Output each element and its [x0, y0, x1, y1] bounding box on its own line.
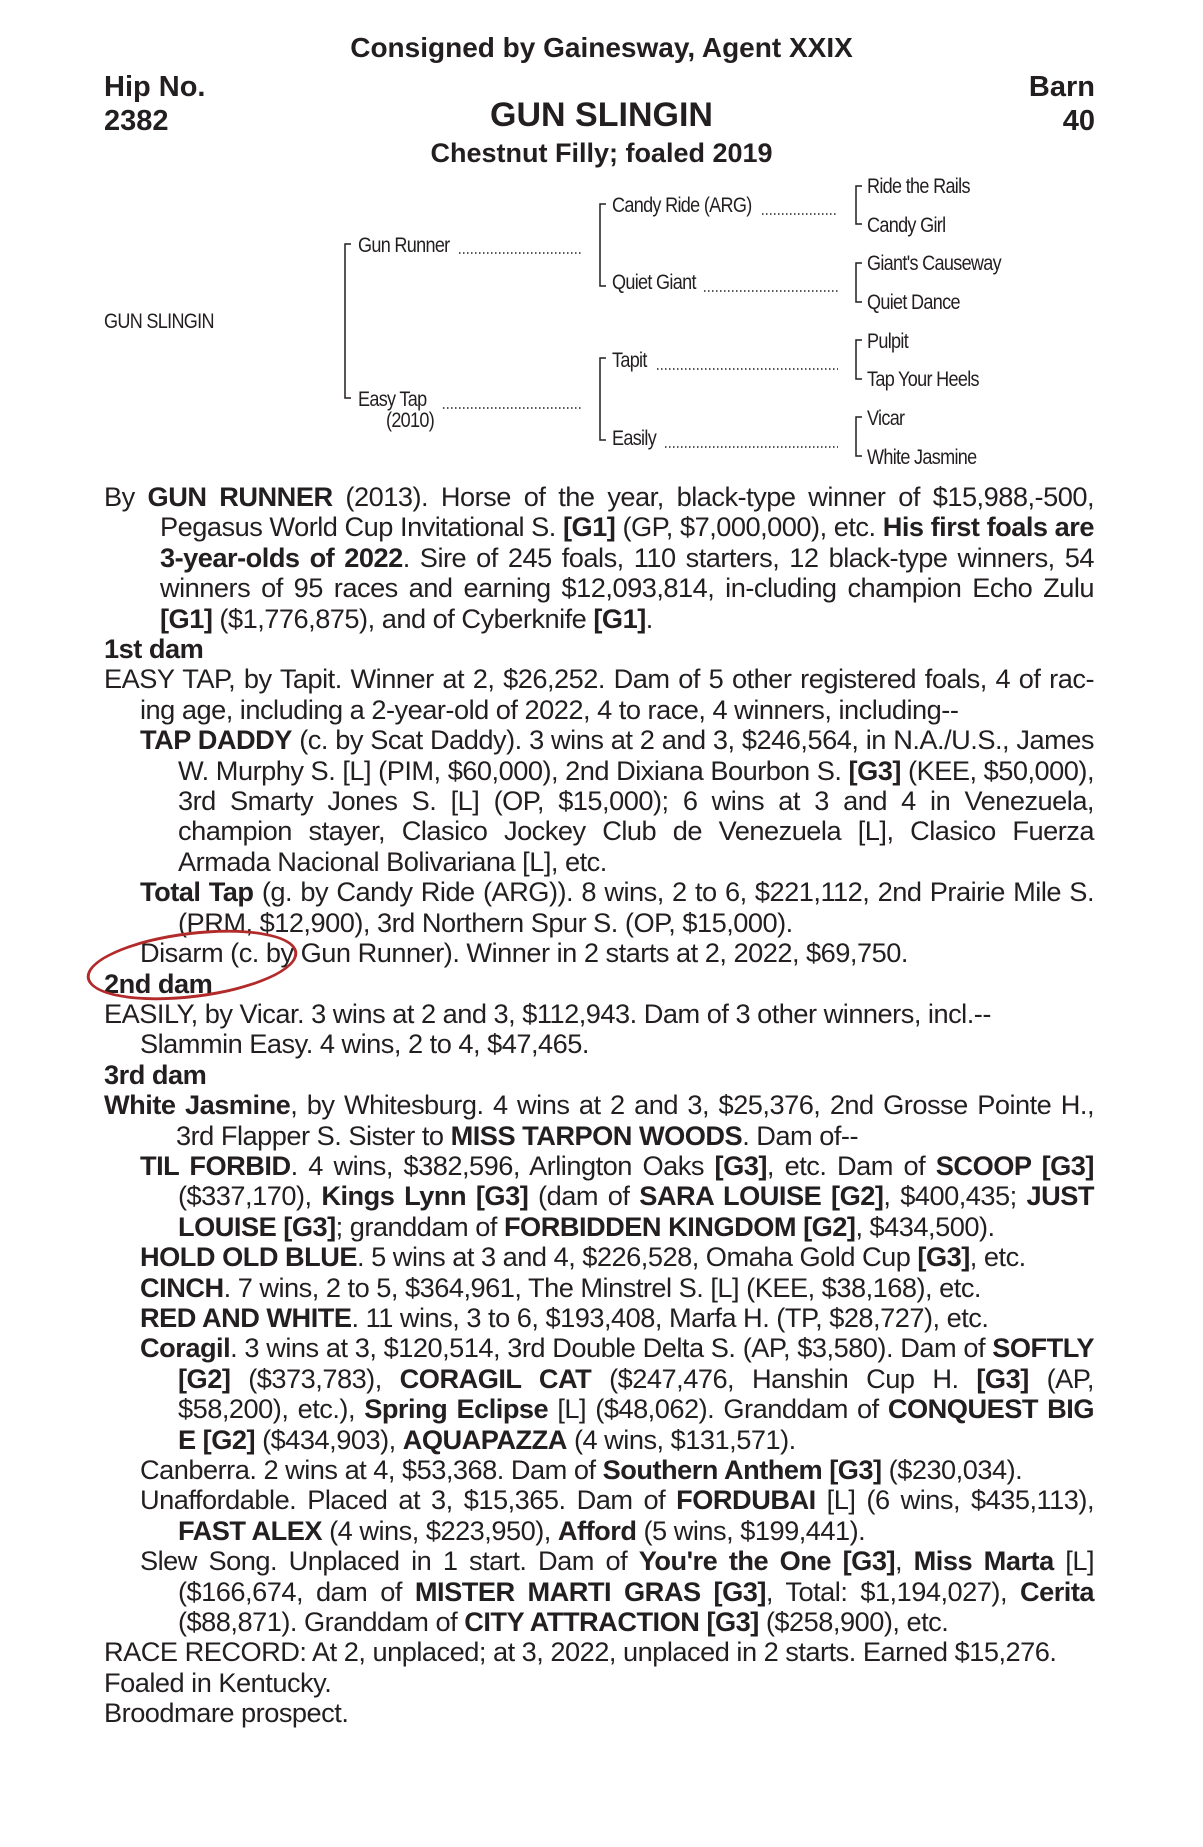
- foaled-in: Foaled in Kentucky.: [104, 1666, 332, 1698]
- pedigree-dam-dam: Easily: [612, 427, 657, 450]
- pedigree-dam-sire: Tapit: [612, 349, 647, 372]
- second-dam-heading: 2nd dam: [104, 967, 213, 999]
- pedigree-dam: Easy Tap: [358, 388, 427, 411]
- pedigree-g2: Candy Girl: [867, 214, 946, 237]
- produce-til-forbid: TIL FORBID. 4 wins, $382,596, Arlington Oaks [G3], etc. Dam of SCOOP [G3] ($337,170), Kings Lynn [G3] (dam of SARA LOUISE [G2], $400,435; JUST LOUISE [G3]; granddam of FORBIDDEN KINGDOM [G2], $434,500).: [140, 1149, 1094, 1242]
- horse-description: Chestnut Filly; foaled 2019: [430, 138, 773, 168]
- pedigree-g4: Quiet Dance: [867, 291, 960, 314]
- horse-name: GUN SLINGIN: [490, 96, 713, 134]
- sire-paragraph: By GUN RUNNER (2013). Horse of the year, black-type winner of $15,988,-500, Pegasus World Cup Invitational S. [G1] (GP, $7,000,000), etc. His first foals are 3-year-olds of 2022. Sire of 245 foals, 110 starters, 12 black-type winners, 54 winners of 95 races and earning $12,093,814, in-cluding champion Echo Zulu [G1] ($1,776,875), and of Cyberknife [G1].: [104, 481, 1094, 634]
- pedigree-sire: Gun Runner: [358, 234, 450, 257]
- pedigree-g6: Tap Your Heels: [867, 368, 979, 391]
- produce-cinch: CINCH. 7 wins, 2 to 5, $364,961, The Minstrel S. [L] (KEE, $38,168), etc.: [140, 1271, 981, 1303]
- pedigree-g7: Vicar: [867, 407, 905, 430]
- second-dam-text: EASILY, by Vicar. 3 wins at 2 and 3, $112,943. Dam of 3 other winners, incl.--: [104, 997, 991, 1029]
- hip-number: 2382: [104, 105, 169, 137]
- produce-hold-old-blue: HOLD OLD BLUE. 5 wins at 3 and 4, $226,528, Omaha Gold Cup [G3], etc.: [140, 1241, 1026, 1273]
- produce-tap-daddy: TAP DADDY (c. by Scat Daddy). 3 wins at 2 and 3, $246,564, in N.A./U.S., James W. Murphy S. [L] (PIM, $60,000), 2nd Dixiana Bourbon S. [G3] (KEE, $50,000), 3rd Smarty Jones S. [L] (OP, $15,000); 6 wins at 3 and 4 in Venezuela, champion stayer, Clasico Jockey Club de Venezuela [L], Clasico Fuerza Armada Nacional Bolivariana [L], etc.: [140, 724, 1094, 877]
- consignor-line: Consigned by Gainesway, Agent XXIX: [350, 32, 853, 63]
- barn-number: 40: [1062, 105, 1095, 137]
- third-dam-heading: 3rd dam: [104, 1058, 207, 1090]
- pedigree-g3: Giant's Causeway: [867, 252, 1001, 275]
- pedigree-sire-sire: Candy Ride (ARG): [612, 194, 752, 217]
- pedigree-dam-year: (2010): [386, 409, 435, 432]
- produce-canberra: Canberra. 2 wins at 4, $53,368. Dam of Southern Anthem [G3] ($230,034).: [140, 1454, 1023, 1485]
- third-dam-produce: [140, 1151, 1094, 1638]
- produce-slammin-easy: Slammin Easy. 4 wins, 2 to 4, $47,465.: [140, 1028, 589, 1060]
- produce-unaffordable: Unaffordable. Placed at 3, $15,365. Dam of FORDUBAI [L] (6 wins, $435,113), FAST ALEX (4 wins, $223,950), Afford (5 wins, $199,441).: [140, 1484, 1095, 1546]
- pedigree-sire-dam: Quiet Giant: [612, 271, 696, 294]
- pedigree-g8: White Jasmine: [867, 446, 977, 469]
- sire-name: GUN RUNNER: [147, 481, 333, 512]
- pedigree-g1: Ride the Rails: [867, 175, 970, 198]
- broodmare-prospect: Broodmare prospect.: [104, 1697, 349, 1729]
- hip-label: Hip No.: [104, 71, 206, 103]
- produce-coragil: Coragil. 3 wins at 3, $120,514, 3rd Double Delta S. (AP, $3,580). Dam of SOFTLY [G2] ($373,783), CORAGIL CAT ($247,476, Hanshin Cup H. [G3] (AP, $58,200), etc.), Spring Eclipse [L] ($48,062). Granddam of CONQUEST BIG E [G2] ($434,903), AQUAPAZZA (4 wins, $131,571).: [140, 1332, 1094, 1455]
- pedigree-subject: GUN SLINGIN: [104, 310, 214, 333]
- barn-label: Barn: [1028, 71, 1095, 103]
- pedigree-g5: Pulpit: [867, 330, 909, 353]
- race-record: RACE RECORD: At 2, unplaced; at 3, 2022, unplaced in 2 starts. Earned $15,276.: [104, 1636, 1057, 1668]
- third-dam-text: White Jasmine, by Whitesburg. 4 wins at 2 and 3, $25,376, 2nd Grosse Pointe H., 3rd Flapper S. Sister to MISS TARPON WOODS. Dam of--: [104, 1089, 1094, 1151]
- first-dam-produce: [140, 725, 1094, 968]
- produce-disarm: Disarm (c. by Gun Runner). Winner in 2 starts at 2, 2022, $69,750.: [140, 937, 908, 969]
- first-dam-text: EASY TAP, by Tapit. Winner at 2, $26,252. Dam of 5 other registered foals, 4 of rac-ing age, including a 2-year-old of 2022, 4 to race, 4 winners, including--: [104, 663, 1094, 725]
- produce-total-tap: Total Tap (g. by Candy Ride (ARG)). 8 wins, 2 to 6, $221,112, 2nd Prairie Mile S. (PRM, $12,900), 3rd Northern Spur S. (OP, $15,000).: [140, 876, 1094, 938]
- produce-slew-song: Slew Song. Unplaced in 1 start. Dam of You're the One [G3], Miss Marta [L] ($166,674, dam of MISTER MARTI GRAS [G3], Total: $1,194,027), Cerita ($88,871). Granddam of CITY ATTRACTION [G3] ($258,900), etc.: [140, 1545, 1095, 1638]
- catalog-page-body: [104, 482, 1094, 1729]
- produce-red-and-white: RED AND WHITE. 11 wins, 3 to 6, $193,408, Marfa H. (TP, $28,727), etc.: [140, 1301, 989, 1333]
- first-dam-heading: 1st dam: [104, 633, 204, 665]
